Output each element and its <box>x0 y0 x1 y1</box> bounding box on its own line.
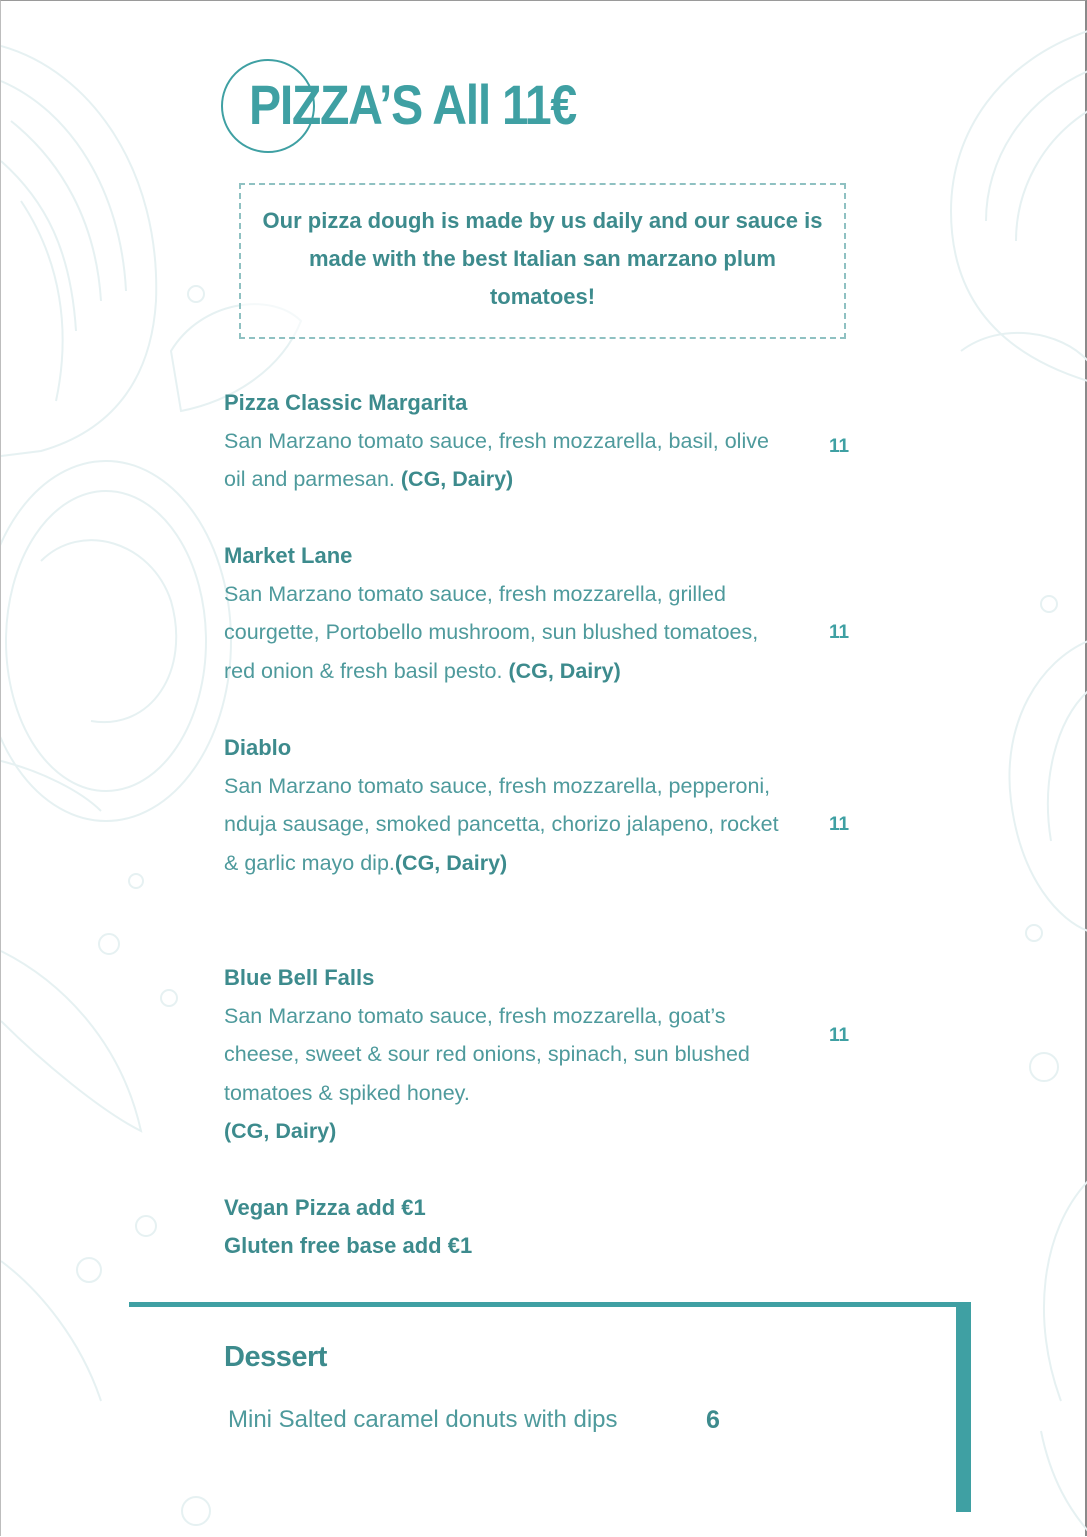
dessert-frame-right-border <box>956 1302 971 1512</box>
addon-vegan: Vegan Pizza add €1 <box>224 1195 426 1220</box>
intro-text: Our pizza dough is made by us daily and our sauce is made with the best Italian san marzano plum tomatoes! <box>262 208 823 309</box>
dessert-item-price: 6 <box>706 1406 720 1434</box>
menu-item-margarita <box>224 384 864 499</box>
allergens: (CG, Dairy) <box>508 658 621 683</box>
allergens: (CG, Dairy) <box>400 467 514 492</box>
item-name: Blue Bell Falls <box>224 965 375 990</box>
menu-item-blue-bell-falls <box>224 959 864 1150</box>
item-name: Pizza Classic Margarita <box>224 390 468 415</box>
description-text: San Marzano tomato sauce, fresh mozzarella, grilled courgette, Portobello mushroom, sun blushed tomatoes, red onion & fresh basil pesto. <box>224 582 759 683</box>
allergens: (CG, Dairy) <box>394 850 508 875</box>
menu-item-market-lane <box>224 537 864 690</box>
page-title: PIZZA’S All 11€ <box>249 73 576 136</box>
item-price: 11 <box>829 1025 850 1046</box>
description-text: San Marzano tomato sauce, fresh mozzarella, goat’s cheese, sweet & sour red onions, spinach, sun blushed tomatoes & spiked honey. <box>224 1004 750 1105</box>
intro-box <box>239 183 846 339</box>
item-description <box>224 575 794 690</box>
dessert-item-name: Mini Salted caramel donuts with dips <box>228 1406 618 1433</box>
dessert-frame-top-border <box>129 1302 971 1307</box>
allergens: (CG, Dairy) <box>224 1118 337 1143</box>
item-description <box>224 997 794 1150</box>
menu-item-diablo <box>224 729 864 882</box>
item-price: 11 <box>829 622 850 643</box>
item-name: Market Lane <box>224 543 353 568</box>
item-price: 11 <box>829 814 850 835</box>
description-text: San Marzano tomato sauce, fresh mozzarella, pepperoni, nduja sausage, smoked pancetta, chorizo jalapeno, rocket & garlic mayo dip. <box>224 774 779 875</box>
item-name: Diablo <box>224 735 292 760</box>
item-description <box>224 767 794 882</box>
item-price: 11 <box>829 436 850 457</box>
addon-gluten-free: Gluten free base add €1 <box>224 1233 473 1258</box>
item-description <box>224 422 794 499</box>
dessert-heading: Dessert <box>224 1341 327 1373</box>
description-text: San Marzano tomato sauce, fresh mozzarella, basil, olive oil and parmesan. <box>224 429 769 492</box>
